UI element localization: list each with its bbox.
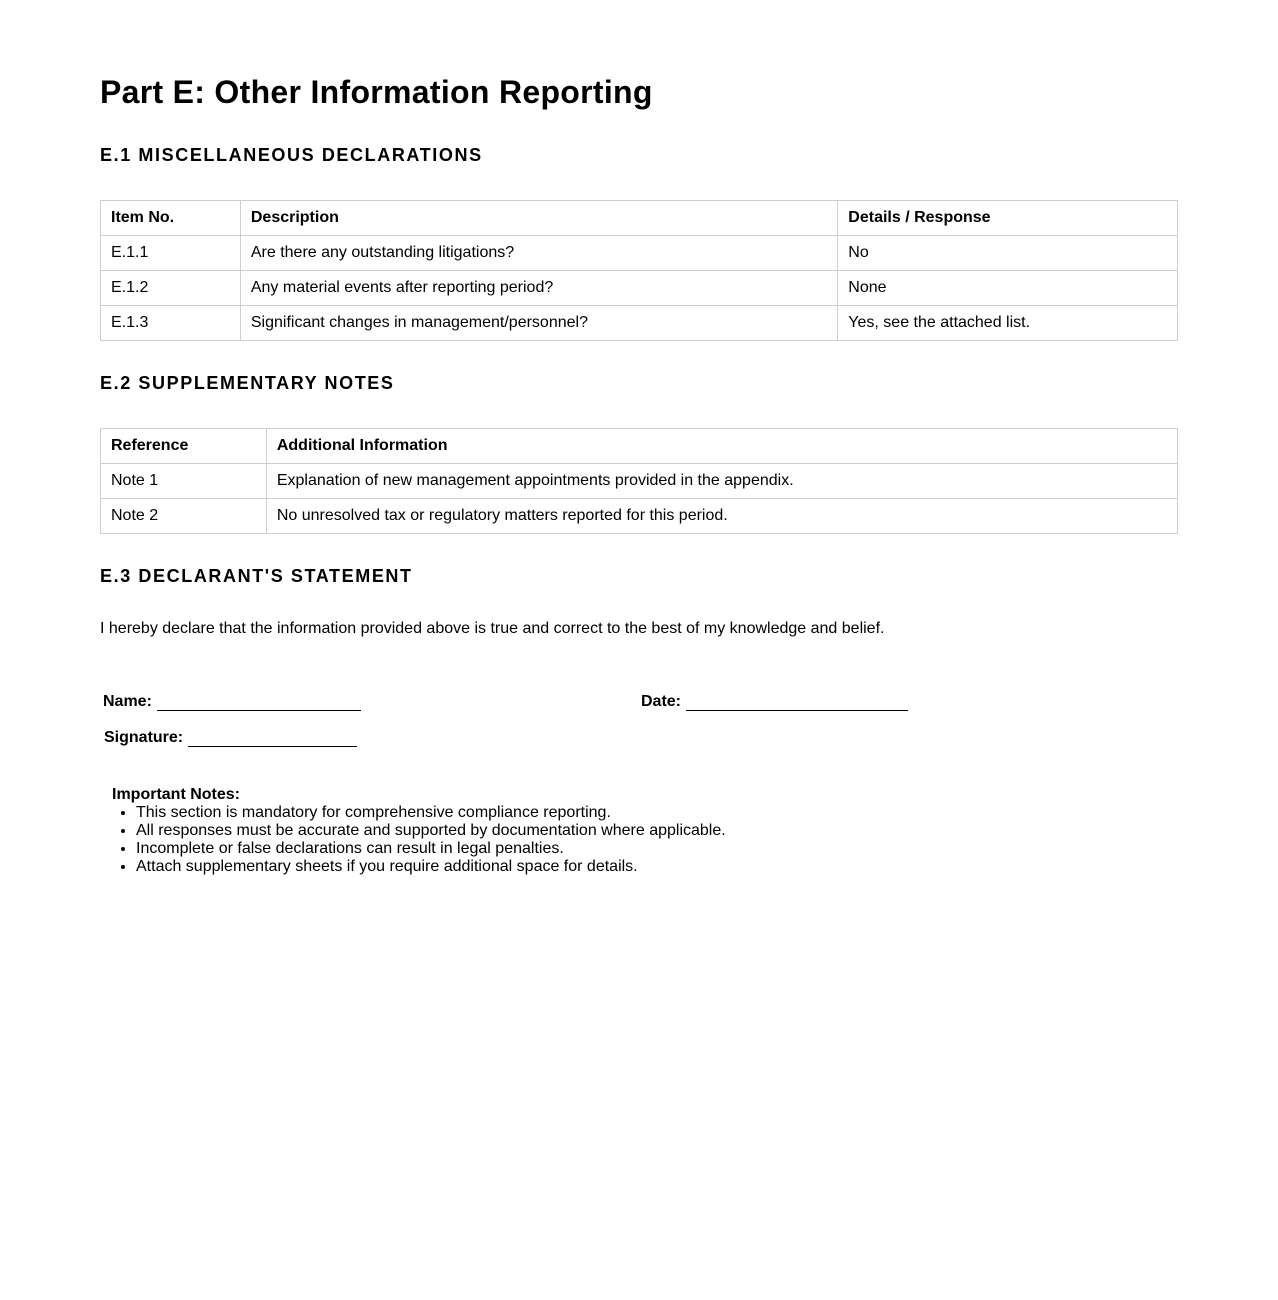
- table-header-row: [101, 201, 1178, 236]
- item-number-cell: E.1.2: [101, 271, 241, 306]
- table-row: [101, 271, 1178, 306]
- column-header: Reference: [101, 429, 267, 464]
- page-title: Part E: Other Information Reporting: [100, 74, 653, 110]
- section-heading-e2: E.2 SUPPLEMENTARY NOTES: [100, 373, 395, 393]
- description-cell: Any material events after reporting period?: [240, 271, 837, 306]
- table-row: [101, 236, 1178, 271]
- table-row: [101, 306, 1178, 341]
- item-number-cell: E.1.1: [101, 236, 241, 271]
- response-cell: None: [838, 271, 1178, 306]
- date-field[interactable]: [641, 693, 908, 711]
- notes-title: Important Notes:: [112, 786, 240, 803]
- signature-blank-line[interactable]: [188, 730, 357, 747]
- list-item: • All responses must be accurate and supported by documentation where applicable.: [136, 822, 726, 840]
- list-item: • Attach supplementary sheets if you require additional space for details.: [136, 858, 726, 876]
- additional-info-cell: No unresolved tax or regulatory matters reported for this period.: [266, 499, 1177, 534]
- supplementary-notes-table: [100, 428, 1178, 534]
- section-heading-e1: E.1 MISCELLANEOUS DECLARATIONS: [100, 145, 483, 165]
- column-header: Additional Information: [266, 429, 1177, 464]
- list-item: • Incomplete or false declarations can result in legal penalties.: [136, 840, 726, 858]
- declarations-table: [100, 200, 1178, 341]
- list-item: • This section is mandatory for comprehensive compliance reporting.: [136, 804, 726, 822]
- response-cell: No: [838, 236, 1178, 271]
- date-blank-line[interactable]: [686, 694, 908, 711]
- notes-list: [112, 804, 726, 876]
- item-number-cell: E.1.3: [101, 306, 241, 341]
- reference-cell: Note 1: [101, 464, 267, 499]
- important-notes: [112, 786, 726, 876]
- column-header: Details / Response: [838, 201, 1178, 236]
- column-header: Item No.: [101, 201, 241, 236]
- signature-field[interactable]: [104, 729, 357, 747]
- description-cell: Are there any outstanding litigations?: [240, 236, 837, 271]
- declarant-statement: I hereby declare that the information provided above is true and correct to the best of my knowledge and belief.: [100, 620, 885, 637]
- section-heading-e3: E.3 DECLARANT'S STATEMENT: [100, 566, 413, 586]
- table-row: [101, 499, 1178, 534]
- table-header-row: [101, 429, 1178, 464]
- name-blank-line[interactable]: [157, 694, 361, 711]
- signature-label: Signature:: [104, 729, 184, 746]
- additional-info-cell: Explanation of new management appointments provided in the appendix.: [266, 464, 1177, 499]
- table-row: [101, 464, 1178, 499]
- column-header: Description: [240, 201, 837, 236]
- reference-cell: Note 2: [101, 499, 267, 534]
- date-label: Date:: [641, 693, 682, 710]
- response-cell: Yes, see the attached list.: [838, 306, 1178, 341]
- name-field[interactable]: [103, 693, 361, 711]
- name-label: Name:: [103, 693, 152, 710]
- description-cell: Significant changes in management/personnel?: [240, 306, 837, 341]
